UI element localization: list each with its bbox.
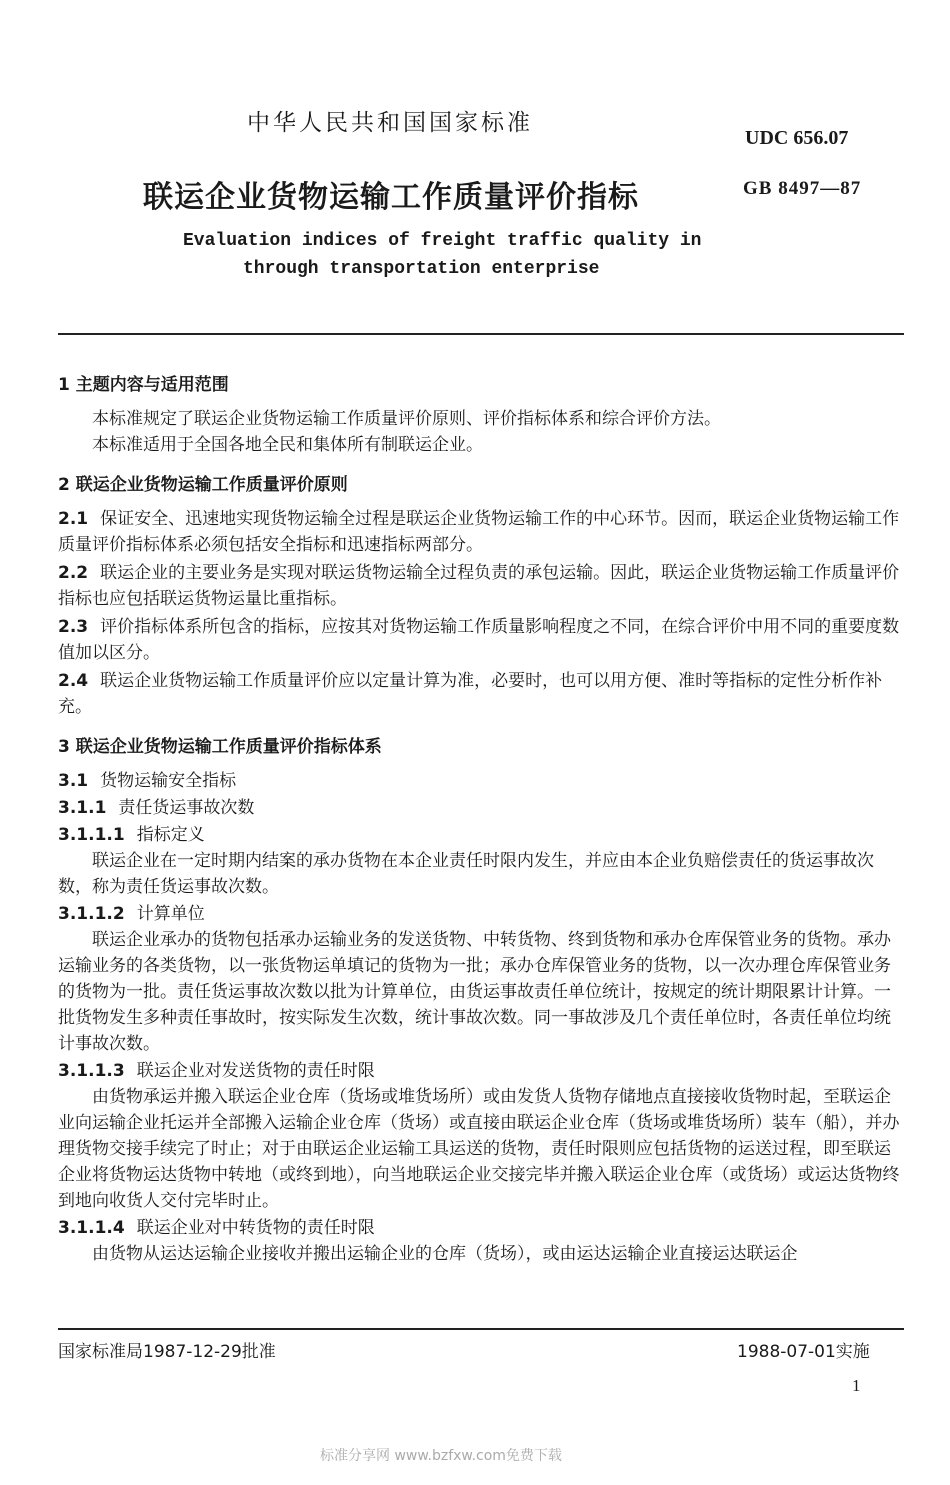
clause-number: 3.1 (58, 771, 89, 791)
clause-2-3 (58, 614, 904, 666)
paragraph: 本标准适用于全国各地全民和集体所有制联运企业。 (92, 435, 483, 455)
clause-text: 责任货运事故次数 (118, 798, 255, 818)
clause-number: 2.2 (58, 563, 89, 583)
clause-3-1-1-4 (58, 1215, 904, 1241)
clause-text: 计算单位 (136, 904, 205, 924)
paragraph: 本标准规定了联运企业货物运输工作质量评价原则、评价指标体系和综合评价方法。 (92, 409, 721, 429)
page-number: 1 (852, 1376, 861, 1395)
clause-number: 2.4 (58, 671, 89, 691)
clause-text: 货物运输安全指标 (100, 771, 237, 791)
paragraph: 联运企业承办的货物包括承办运输业务的发送货物、中转货物、终到货物和承办仓库保管业务的货物。承办运输业务的各类货物，以一张货物运单填记的货物为一批；承办仓库保管业务的货物，以一次办理仓库保管业务的货物为一批。责任货运事故次数以批为计算单位，由货运事故责任单位统计，按规定的统计期限累计计算。一批货物发生多种责任事故时，按实际发生次数，统计事故次数。同一事故涉及几个责任单位时，各责任单位均统计事故次数。 (58, 930, 891, 1054)
gb-code: GB 8497—87 (743, 178, 862, 199)
paragraph: 由货物从运达运输企业接收并搬出运输企业的仓库（货场），或由运达运输企业直接运达联运企 (92, 1244, 798, 1264)
clause-2-1 (58, 506, 904, 558)
clause-number: 2.3 (58, 617, 89, 637)
clause-3-1 (58, 768, 904, 794)
top-divider (58, 333, 904, 335)
clause-text: 联运企业对发送货物的责任时限 (136, 1061, 375, 1081)
clause-text: 联运企业对中转货物的责任时限 (136, 1218, 375, 1238)
effective-date: 1988-07-01实施 (737, 1342, 870, 1362)
approval-date: 国家标准局1987-12-29批准 (58, 1342, 276, 1362)
paragraph: 联运企业在一定时期内结案的承办货物在本企业责任时限内发生，并应由本企业负赔偿责任的货运事故次数，称为责任货运事故次数。 (58, 851, 874, 897)
clause-number: 3.1.1.2 (58, 904, 125, 924)
clause-number: 3.1.1 (58, 798, 107, 818)
clause-text: 评价指标体系所包含的指标，应按其对货物运输工作质量影响程度之不同，在综合评价中用不同的重要度数值加以区分。 (58, 617, 900, 663)
watermark-text[interactable]: 标准分享网 www.bzfxw.com免费下载 (320, 1448, 562, 1464)
document-body (58, 372, 904, 1267)
clause-2-2 (58, 560, 904, 612)
clause-text: 指标定义 (136, 825, 205, 845)
clause-number: 3.1.1.1 (58, 825, 125, 845)
clause-3-1-1-2 (58, 901, 904, 927)
udc-code: UDC 656.07 (745, 127, 849, 149)
section-2-heading: 2 联运企业货物运输工作质量评价原则 (58, 475, 348, 495)
clause-2-4 (58, 668, 904, 720)
english-title-line1: Evaluation indices of freight traffic quality in (183, 231, 702, 251)
bottom-divider (58, 1328, 904, 1330)
clause-3-1-1-1 (58, 822, 904, 848)
english-title-line2: through transportation enterprise (243, 259, 600, 279)
clause-text: 联运企业货物运输工作质量评价应以定量计算为准，必要时，也可以用方便、准时等指标的定性分析作补充。 (58, 671, 883, 717)
document-title: 联运企业货物运输工作质量评价指标 (143, 180, 639, 215)
clause-3-1-1 (58, 795, 904, 821)
section-1-heading: 1 主题内容与适用范围 (58, 375, 229, 395)
clause-number: 3.1.1.4 (58, 1218, 125, 1238)
clause-text: 保证安全、迅速地实现货物运输全过程是联运企业货物运输工作的中心环节。因而，联运企业货物运输工作质量评价指标体系必须包括安全指标和迅速指标两部分。 (58, 509, 900, 555)
section-3-heading: 3 联运企业货物运输工作质量评价指标体系 (58, 737, 382, 757)
clause-text: 联运企业的主要业务是实现对联运货物运输全过程负责的承包运输。因此，联运企业货物运输工作质量评价指标也应包括联运货物运量比重指标。 (58, 563, 900, 609)
clause-number: 3.1.1.3 (58, 1061, 125, 1081)
paragraph: 由货物承运并搬入联运企业仓库（货场或堆货场所）或由发货人货物存储地点直接接收货物时起，至联运企业向运输企业托运并全部搬入运输企业仓库（货场）或直接由联运企业仓库（货场或堆货场所）装车（船），并办理货物交接手续完了时止；对于由联运企业运输工具运送的货物，责任时限则应包括货物的运送过程，即至联运企业将货物运达货物中转地（或终到地），向当地联运企业交接完毕并搬入联运企业仓库（或货场）或运达货物终到地向收货人交付完毕时止。 (58, 1087, 900, 1211)
clause-number: 2.1 (58, 509, 89, 529)
clause-3-1-1-3 (58, 1058, 904, 1084)
national-standard-label: 中华人民共和国国家标准 (247, 110, 533, 136)
